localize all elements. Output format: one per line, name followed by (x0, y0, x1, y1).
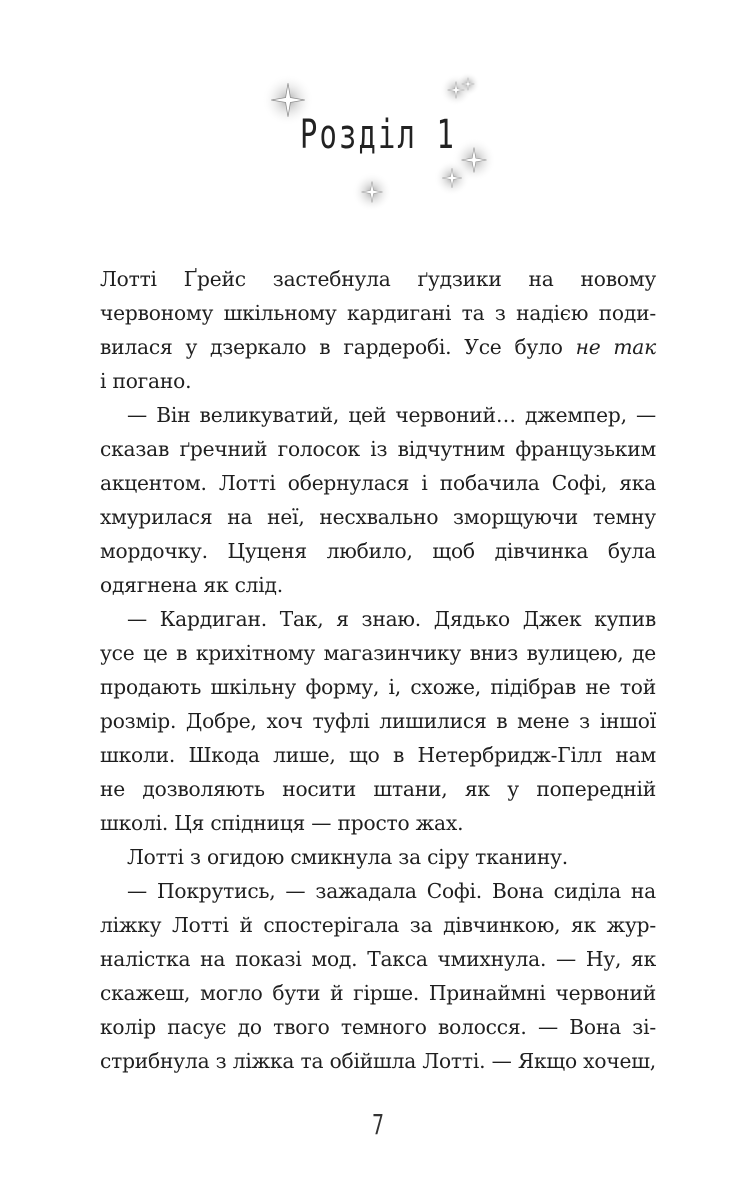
emphasis-text: не так (575, 335, 656, 359)
text-line: акцентом. Лотті обернулася і побачила Софі, яка (100, 471, 656, 495)
text-line: школі. Ця спідниця — просто жах. (100, 811, 464, 835)
text-line: вилася у дзеркало в гардеробі. Усе було не так (100, 335, 656, 359)
text-line: — Кардиган. Так, я знаю. Дядько Джек купив (127, 607, 656, 631)
text-line: ліжку Лотті й спостерігала за дівчинкою, як жур- (100, 913, 656, 937)
text-line: Лотті з огидою смикнула за сіру тканину. (127, 845, 569, 869)
text-line: — Покрутись, — зажадала Софі. Вона сиділа на (127, 879, 656, 903)
text-line: мордочку. Цуценя любило, щоб дівчинка була (100, 539, 656, 563)
text-line: розмір. Добре, хоч туфлі лишилися в мене з іншої (100, 709, 656, 733)
text-line: червоному шкільному кардигані та з надією поди- (100, 301, 656, 325)
text-line: — Він великуватий, цей червоний… джемпер, — (127, 403, 656, 427)
text-line: Лотті Ґрейс застебнула ґудзики на новому (100, 267, 656, 291)
text-line: і погано. (100, 369, 192, 393)
text-line: не дозволяють носити штани, як у попередній (100, 777, 656, 801)
text-line: продають шкільну форму, і, схоже, підібрав не той (100, 675, 656, 699)
body-text (100, 262, 656, 1078)
page-number: 7 (372, 1108, 384, 1141)
text-line: налістка на показі мод. Такса чмихнула. — Ну, як (100, 947, 656, 971)
text-line: одягнена як слід. (100, 573, 284, 597)
text-line: стрибнула з ліжка та обійшла Лотті. — Якщо хочеш, (100, 1049, 656, 1073)
chapter-title: Розділ 1 (300, 112, 456, 158)
text-line: колір пасує до твого темного волосся. — Вона зі- (100, 1015, 656, 1039)
text-line: скажеш, могло бути й гірше. Принаймні червоний (100, 981, 656, 1005)
text-line: сказав ґречний голосок із відчутним французьким (100, 437, 656, 461)
text-line: усе це в крихітному магазинчику вниз вулицею, де (100, 641, 656, 665)
text-line: школи. Шкода лише, що в Нетербридж-Гілл нам (100, 743, 656, 767)
text-line: хмурилася на неї, несхвально зморщуючи темну (100, 505, 656, 529)
